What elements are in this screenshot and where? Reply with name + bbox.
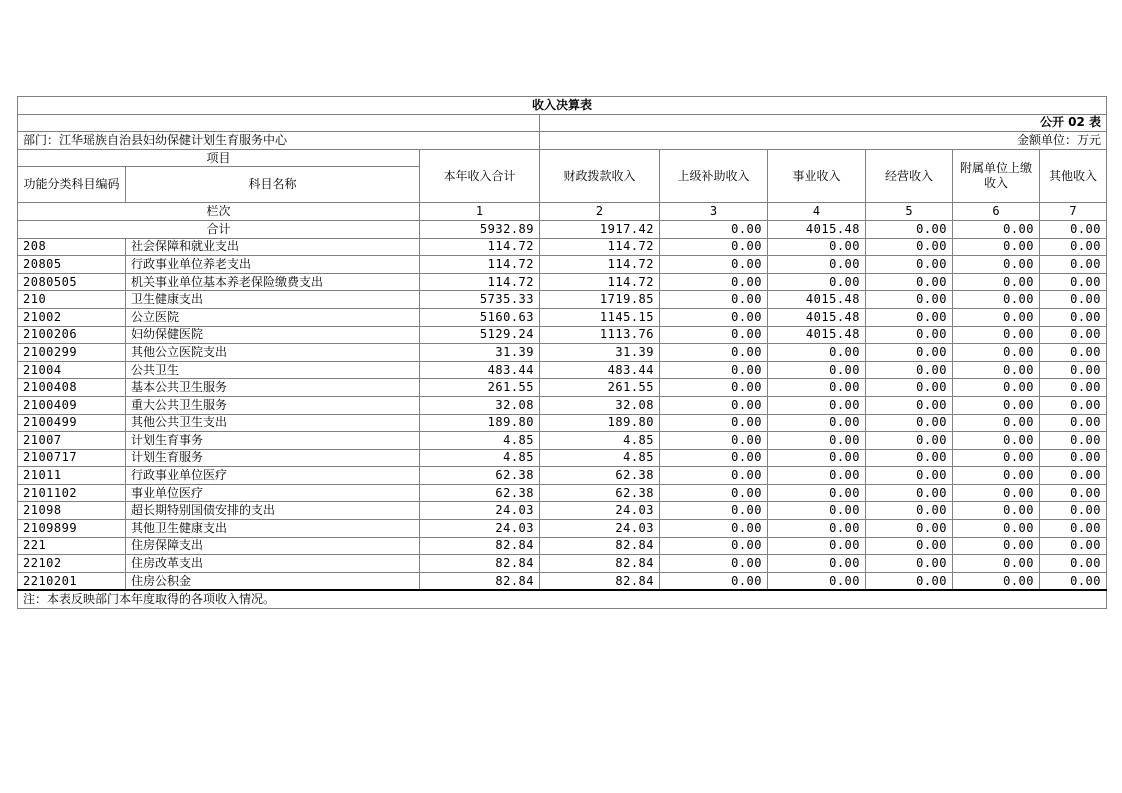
amount-cell: 0.00	[660, 291, 768, 309]
table-row	[18, 432, 1107, 450]
subject-name: 计划生育服务	[126, 449, 420, 467]
amount-cell: 0.00	[660, 238, 768, 256]
amount-cell: 0.00	[660, 308, 768, 326]
amount-cell: 0.00	[1040, 449, 1107, 467]
amount-cell: 0.00	[768, 273, 866, 291]
table-row	[18, 238, 1107, 256]
table-row	[18, 361, 1107, 379]
subject-code: 21098	[18, 502, 126, 520]
amount-cell: 0.00	[1040, 326, 1107, 344]
subject-name: 计划生育事务	[126, 432, 420, 450]
table-row	[18, 273, 1107, 291]
column-header: 本年收入合计	[420, 149, 540, 203]
amount-cell: 1145.15	[540, 308, 660, 326]
amount-cell: 0.00	[953, 572, 1040, 590]
amount-cell: 0.00	[953, 555, 1040, 573]
column-index: 3	[660, 203, 768, 221]
amount-cell: 0.00	[1040, 379, 1107, 397]
column-header: 事业收入	[768, 149, 866, 203]
subject-code: 21011	[18, 467, 126, 485]
footnote: 注：本表反映部门本年度取得的各项收入情况。	[18, 590, 1107, 608]
amount-cell: 62.38	[420, 484, 540, 502]
amount-cell: 0.00	[1040, 572, 1107, 590]
subject-code: 20805	[18, 256, 126, 274]
amount-cell: 0.00	[953, 238, 1040, 256]
subject-code: 2100499	[18, 414, 126, 432]
amount-cell: 0.00	[1040, 273, 1107, 291]
amount-cell: 24.03	[420, 520, 540, 538]
table-row	[18, 467, 1107, 485]
amount-cell: 5735.33	[420, 291, 540, 309]
amount-cell: 0.00	[660, 484, 768, 502]
table-row	[18, 484, 1107, 502]
amount-cell: 0.00	[953, 344, 1040, 362]
amount-cell: 0.00	[660, 555, 768, 573]
subject-code: 2210201	[18, 572, 126, 590]
table-row	[18, 555, 1107, 573]
form-number: 公开 02 表	[540, 114, 1107, 132]
column-header: 附属单位上缴收入	[953, 149, 1040, 203]
amount-cell: 483.44	[540, 361, 660, 379]
amount-cell: 4.85	[540, 432, 660, 450]
amount-cell: 24.03	[420, 502, 540, 520]
subject-name: 住房公积金	[126, 572, 420, 590]
amount-cell: 0.00	[768, 555, 866, 573]
amount-cell: 0.00	[866, 449, 953, 467]
item-group-header: 项目	[18, 149, 420, 167]
amount-cell: 114.72	[420, 273, 540, 291]
amount-cell: 0.00	[953, 484, 1040, 502]
amount-cell: 4.85	[420, 432, 540, 450]
amount-cell: 1113.76	[540, 326, 660, 344]
subject-name: 超长期特别国债安排的支出	[126, 502, 420, 520]
amount-cell: 1719.85	[540, 291, 660, 309]
total-value: 1917.42	[540, 220, 660, 238]
amount-cell: 0.00	[953, 273, 1040, 291]
amount-cell: 62.38	[420, 467, 540, 485]
amount-cell: 0.00	[768, 432, 866, 450]
column-header: 经营收入	[866, 149, 953, 203]
amount-cell: 0.00	[1040, 291, 1107, 309]
income-final-account-table	[17, 96, 1107, 609]
index-label: 栏次	[18, 203, 420, 221]
subject-code: 2100206	[18, 326, 126, 344]
column-header: 其他收入	[1040, 149, 1107, 203]
amount-cell: 0.00	[866, 467, 953, 485]
amount-cell: 0.00	[1040, 396, 1107, 414]
subject-name: 事业单位医疗	[126, 484, 420, 502]
amount-cell: 82.84	[540, 555, 660, 573]
amount-cell: 5160.63	[420, 308, 540, 326]
amount-cell: 0.00	[768, 449, 866, 467]
amount-cell: 0.00	[660, 326, 768, 344]
amount-cell: 0.00	[660, 449, 768, 467]
name-header: 科目名称	[126, 167, 420, 203]
amount-cell: 0.00	[953, 502, 1040, 520]
amount-cell: 0.00	[1040, 256, 1107, 274]
amount-cell: 0.00	[866, 502, 953, 520]
table-row	[18, 502, 1107, 520]
table-row	[18, 291, 1107, 309]
amount-cell: 0.00	[866, 432, 953, 450]
amount-cell: 0.00	[660, 414, 768, 432]
amount-cell: 0.00	[1040, 520, 1107, 538]
amount-cell: 0.00	[660, 273, 768, 291]
amount-cell: 483.44	[420, 361, 540, 379]
title-row	[18, 97, 1107, 115]
column-index: 7	[1040, 203, 1107, 221]
subject-code: 2101102	[18, 484, 126, 502]
amount-cell: 31.39	[540, 344, 660, 362]
subject-code: 21002	[18, 308, 126, 326]
column-index: 1	[420, 203, 540, 221]
amount-cell: 0.00	[660, 256, 768, 274]
amount-cell: 0.00	[1040, 361, 1107, 379]
amount-cell: 0.00	[768, 396, 866, 414]
subject-name: 住房保障支出	[126, 537, 420, 555]
amount-cell: 0.00	[768, 361, 866, 379]
amount-cell: 0.00	[660, 572, 768, 590]
subject-name: 住房改革支出	[126, 555, 420, 573]
amount-cell: 24.03	[540, 502, 660, 520]
amount-cell: 0.00	[953, 308, 1040, 326]
subject-name: 其他卫生健康支出	[126, 520, 420, 538]
amount-cell: 0.00	[660, 502, 768, 520]
amount-cell: 82.84	[420, 537, 540, 555]
subject-code: 210	[18, 291, 126, 309]
amount-unit: 金额单位：万元	[540, 132, 1107, 150]
amount-cell: 0.00	[866, 291, 953, 309]
table-row	[18, 520, 1107, 538]
amount-cell: 4015.48	[768, 291, 866, 309]
amount-cell: 0.00	[1040, 308, 1107, 326]
amount-cell: 0.00	[768, 520, 866, 538]
subject-name: 妇幼保健医院	[126, 326, 420, 344]
subject-name: 其他公立医院支出	[126, 344, 420, 362]
amount-cell: 0.00	[953, 291, 1040, 309]
amount-cell: 0.00	[1040, 432, 1107, 450]
amount-cell: 0.00	[953, 256, 1040, 274]
amount-cell: 0.00	[1040, 414, 1107, 432]
amount-cell: 0.00	[953, 396, 1040, 414]
amount-cell: 114.72	[540, 273, 660, 291]
amount-cell: 82.84	[540, 537, 660, 555]
subject-name: 公立医院	[126, 308, 420, 326]
total-value: 0.00	[1040, 220, 1107, 238]
subject-code: 2100409	[18, 396, 126, 414]
amount-cell: 0.00	[866, 537, 953, 555]
amount-cell: 0.00	[660, 379, 768, 397]
header-row-1	[18, 149, 1107, 167]
amount-cell: 0.00	[953, 432, 1040, 450]
amount-cell: 0.00	[953, 537, 1040, 555]
column-index: 5	[866, 203, 953, 221]
table-row	[18, 396, 1107, 414]
amount-cell: 24.03	[540, 520, 660, 538]
subject-name: 公共卫生	[126, 361, 420, 379]
amount-cell: 32.08	[540, 396, 660, 414]
subject-code: 208	[18, 238, 126, 256]
amount-cell: 62.38	[540, 484, 660, 502]
table-row	[18, 449, 1107, 467]
column-header: 财政拨款收入	[540, 149, 660, 203]
amount-cell: 0.00	[660, 537, 768, 555]
amount-cell: 0.00	[768, 502, 866, 520]
amount-cell: 0.00	[768, 379, 866, 397]
amount-cell: 0.00	[768, 572, 866, 590]
amount-cell: 0.00	[866, 238, 953, 256]
subject-name: 社会保障和就业支出	[126, 238, 420, 256]
total-value: 4015.48	[768, 220, 866, 238]
subject-name: 机关事业单位基本养老保险缴费支出	[126, 273, 420, 291]
table-row	[18, 414, 1107, 432]
subject-name: 行政事业单位医疗	[126, 467, 420, 485]
table-row	[18, 344, 1107, 362]
column-index: 2	[540, 203, 660, 221]
form-number-row	[18, 114, 1107, 132]
total-label: 合计	[18, 220, 420, 238]
amount-cell: 0.00	[866, 379, 953, 397]
amount-cell: 62.38	[540, 467, 660, 485]
amount-cell: 0.00	[953, 379, 1040, 397]
amount-cell: 0.00	[953, 326, 1040, 344]
total-value: 5932.89	[420, 220, 540, 238]
total-value: 0.00	[953, 220, 1040, 238]
amount-cell: 114.72	[420, 256, 540, 274]
amount-cell: 0.00	[866, 396, 953, 414]
amount-cell: 4.85	[540, 449, 660, 467]
amount-cell: 261.55	[540, 379, 660, 397]
subject-code: 2080505	[18, 273, 126, 291]
amount-cell: 31.39	[420, 344, 540, 362]
amount-cell: 0.00	[660, 396, 768, 414]
amount-cell: 0.00	[768, 238, 866, 256]
amount-cell: 4015.48	[768, 326, 866, 344]
amount-cell: 0.00	[866, 326, 953, 344]
amount-cell: 189.80	[540, 414, 660, 432]
subject-code: 22102	[18, 555, 126, 573]
subject-name: 其他公共卫生支出	[126, 414, 420, 432]
amount-cell: 114.72	[540, 238, 660, 256]
amount-cell: 0.00	[660, 344, 768, 362]
subject-code: 221	[18, 537, 126, 555]
amount-cell: 0.00	[866, 484, 953, 502]
note-row	[18, 590, 1107, 608]
amount-cell: 0.00	[768, 537, 866, 555]
amount-cell: 32.08	[420, 396, 540, 414]
amount-cell: 0.00	[768, 256, 866, 274]
amount-cell: 0.00	[866, 414, 953, 432]
subject-name: 重大公共卫生服务	[126, 396, 420, 414]
amount-cell: 114.72	[540, 256, 660, 274]
table-row	[18, 379, 1107, 397]
amount-cell: 0.00	[953, 361, 1040, 379]
amount-cell: 0.00	[866, 520, 953, 538]
amount-cell: 0.00	[768, 484, 866, 502]
amount-cell: 5129.24	[420, 326, 540, 344]
amount-cell: 0.00	[866, 344, 953, 362]
amount-cell: 0.00	[953, 520, 1040, 538]
total-value: 0.00	[660, 220, 768, 238]
table-row	[18, 326, 1107, 344]
subject-name: 基本公共卫生服务	[126, 379, 420, 397]
amount-cell: 0.00	[953, 414, 1040, 432]
subject-code: 2100717	[18, 449, 126, 467]
amount-cell: 0.00	[660, 467, 768, 485]
column-index-row	[18, 203, 1107, 221]
amount-cell: 0.00	[1040, 467, 1107, 485]
amount-cell: 82.84	[420, 572, 540, 590]
amount-cell: 0.00	[953, 449, 1040, 467]
amount-cell: 0.00	[866, 308, 953, 326]
amount-cell: 4.85	[420, 449, 540, 467]
amount-cell: 82.84	[540, 572, 660, 590]
amount-cell: 0.00	[866, 256, 953, 274]
column-index: 4	[768, 203, 866, 221]
amount-cell: 0.00	[1040, 484, 1107, 502]
department-label: 部门：江华瑶族自治县妇幼保健计划生育服务中心	[18, 132, 540, 150]
amount-cell: 0.00	[1040, 502, 1107, 520]
subject-code: 2100408	[18, 379, 126, 397]
amount-cell: 0.00	[660, 520, 768, 538]
amount-cell: 82.84	[420, 555, 540, 573]
amount-cell: 0.00	[768, 414, 866, 432]
amount-cell: 0.00	[1040, 344, 1107, 362]
subject-code: 2100299	[18, 344, 126, 362]
amount-cell: 0.00	[1040, 555, 1107, 573]
amount-cell: 0.00	[866, 572, 953, 590]
table-title: 收入决算表	[18, 97, 1107, 115]
department-row	[18, 132, 1107, 150]
amount-cell: 0.00	[953, 467, 1040, 485]
amount-cell: 0.00	[660, 361, 768, 379]
column-header: 上级补助收入	[660, 149, 768, 203]
amount-cell: 0.00	[866, 273, 953, 291]
amount-cell: 114.72	[420, 238, 540, 256]
total-row	[18, 220, 1107, 238]
subject-name: 卫生健康支出	[126, 291, 420, 309]
amount-cell: 0.00	[768, 467, 866, 485]
amount-cell: 0.00	[1040, 537, 1107, 555]
subject-code: 21007	[18, 432, 126, 450]
column-index: 6	[953, 203, 1040, 221]
amount-cell: 261.55	[420, 379, 540, 397]
table-row	[18, 308, 1107, 326]
amount-cell: 0.00	[866, 555, 953, 573]
amount-cell: 4015.48	[768, 308, 866, 326]
table-row	[18, 537, 1107, 555]
subject-code: 2109899	[18, 520, 126, 538]
amount-cell: 189.80	[420, 414, 540, 432]
code-header: 功能分类科目编码	[18, 167, 126, 203]
amount-cell: 0.00	[1040, 238, 1107, 256]
subject-code: 21004	[18, 361, 126, 379]
total-value: 0.00	[866, 220, 953, 238]
amount-cell: 0.00	[768, 344, 866, 362]
amount-cell: 0.00	[660, 432, 768, 450]
subject-name: 行政事业单位养老支出	[126, 256, 420, 274]
amount-cell: 0.00	[866, 361, 953, 379]
table-row	[18, 256, 1107, 274]
table-row	[18, 572, 1107, 590]
